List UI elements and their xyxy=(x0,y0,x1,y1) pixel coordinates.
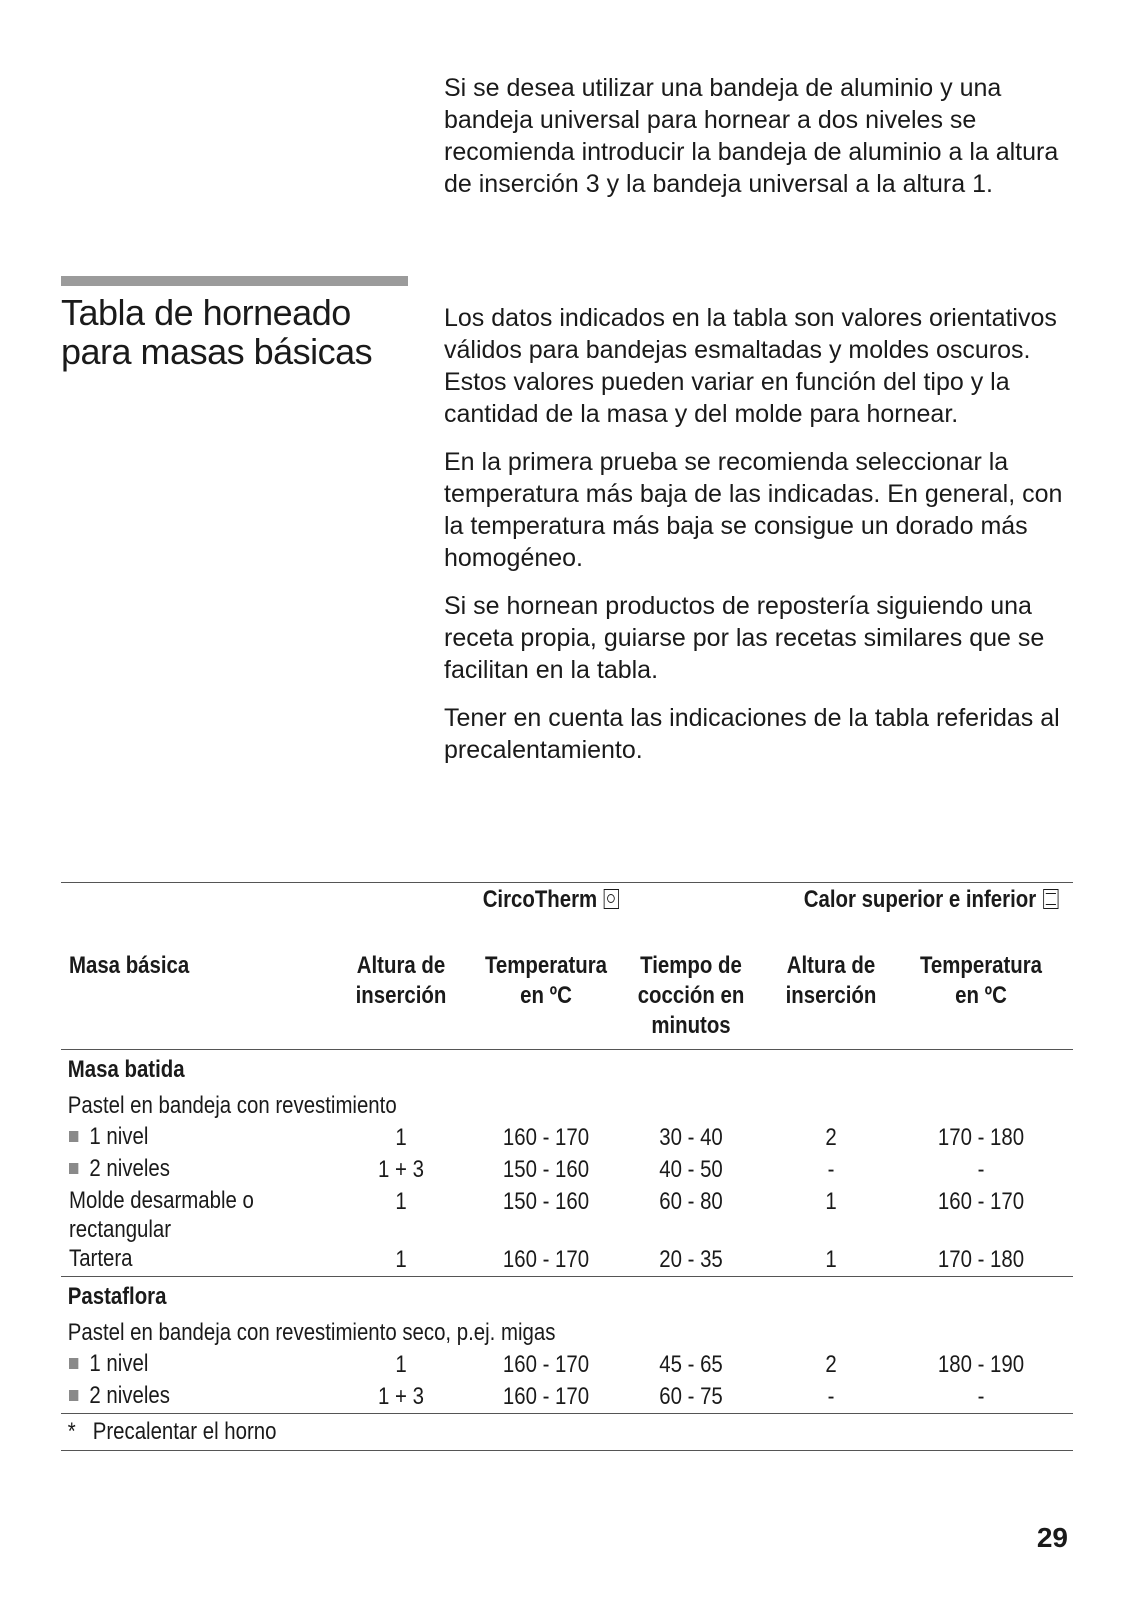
column-header-temperature: Temperatura en ºC xyxy=(484,952,608,1009)
bullet-icon xyxy=(69,1358,78,1369)
page-number: 29 xyxy=(1036,1522,1068,1553)
section-divider xyxy=(61,276,408,286)
section-subheading: Pastel en bandeja con revestimiento seco, p.ej. migas xyxy=(67,1319,556,1346)
row-label-cell xyxy=(69,1186,265,1244)
table-row xyxy=(61,1349,1073,1381)
cell-level-conventional: 2 xyxy=(825,1124,837,1151)
bullet-icon xyxy=(69,1390,78,1401)
row-label: 1 nivel xyxy=(89,1123,149,1150)
cell-level-conventional: 1 xyxy=(825,1188,837,1215)
body-paragraph: Si se hornean productos de repostería siguiendo una receta propia, guiarse por las recetas similares que se facilitan en la tabla. xyxy=(444,592,1045,684)
row-label: 2 niveles xyxy=(89,1155,170,1182)
table-row xyxy=(61,1244,1073,1276)
table-body xyxy=(61,1050,1073,1414)
body-paragraph: En la primera prueba se recomienda seleccionar la temperatura más baja de las indicadas. En general, con la temperatura más baja se consigue un dorado más homogéneo. xyxy=(444,448,1063,572)
cell-temperature-conventional: 160 - 170 xyxy=(937,1188,1025,1215)
cell-temperature: 160 - 170 xyxy=(502,1351,590,1378)
row-label: 1 nivel xyxy=(89,1350,149,1377)
table-section xyxy=(61,1277,1073,1413)
cell-temperature-conventional: - xyxy=(977,1156,985,1183)
row-label-cell xyxy=(69,1349,290,1378)
section-heading: Masa batida xyxy=(67,1056,185,1083)
cell-level: 1 + 3 xyxy=(378,1156,424,1183)
cell-level-conventional: 2 xyxy=(825,1351,837,1378)
bullet-icon xyxy=(69,1131,78,1142)
body-paragraph: Tener en cuenta las indicaciones de la tabla referidas al precalentamiento. xyxy=(444,704,1060,764)
cell-level-conventional: 1 xyxy=(825,1246,837,1273)
circotherm-label: CircoTherm xyxy=(482,886,598,913)
cell-level: 1 xyxy=(395,1246,407,1273)
baking-table xyxy=(61,882,1073,1451)
cell-time: 60 - 75 xyxy=(659,1383,723,1410)
cell-level: 1 xyxy=(395,1188,407,1215)
cell-level-conventional: - xyxy=(827,1383,835,1410)
cell-time: 40 - 50 xyxy=(659,1156,723,1183)
table-bottom-rule xyxy=(61,1450,1073,1451)
table-row xyxy=(61,1122,1073,1154)
row-label-cell xyxy=(69,1381,290,1410)
cell-level: 1 xyxy=(395,1351,407,1378)
cell-temperature-conventional: 170 - 180 xyxy=(937,1124,1025,1151)
cell-level: 1 + 3 xyxy=(378,1383,424,1410)
cell-level: 1 xyxy=(395,1124,407,1151)
section-body xyxy=(444,302,1084,782)
row-label: 2 niveles xyxy=(89,1382,170,1409)
table-row xyxy=(61,1186,1073,1244)
cell-temperature-conventional: 180 - 190 xyxy=(937,1351,1025,1378)
section-heading: Pastaflora xyxy=(67,1283,167,1310)
column-header-temperature-conventional: Temperatura en ºC xyxy=(919,952,1043,1009)
cell-level-conventional: - xyxy=(827,1156,835,1183)
table-group-header xyxy=(61,883,1073,951)
circotherm-group-header xyxy=(390,885,713,915)
cell-time: 30 - 40 xyxy=(659,1124,723,1151)
cell-temperature: 150 - 160 xyxy=(502,1188,590,1215)
cell-temperature: 150 - 160 xyxy=(502,1156,590,1183)
row-label-cell xyxy=(69,1154,290,1183)
column-header-level-conventional: Altura de inserción xyxy=(785,952,877,1009)
table-section xyxy=(61,1050,1073,1276)
column-header-dough: Masa básica xyxy=(69,952,190,979)
table-column-header xyxy=(61,951,1073,1049)
row-label-cell xyxy=(69,1244,290,1273)
table-row xyxy=(61,1381,1073,1413)
conventional-label: Calor superior e inferior xyxy=(803,886,1037,913)
table-row xyxy=(61,1154,1073,1186)
row-label: Tartera xyxy=(69,1245,133,1272)
cell-temperature: 160 - 170 xyxy=(502,1124,590,1151)
cell-temperature: 160 - 170 xyxy=(502,1246,590,1273)
intro-paragraph: Si se desea utilizar una bandeja de aluminio y una bandeja universal para hornear a dos niveles se recomienda introducir la bandeja de aluminio a la altura de inserción 3 y la bandeja universal a la altura 1. xyxy=(444,74,1059,198)
bullet-icon xyxy=(69,1163,78,1174)
cell-temperature: 160 - 170 xyxy=(502,1383,590,1410)
table-footnote: * Precalentar el horno xyxy=(67,1418,277,1445)
section-subheading: Pastel en bandeja con revestimiento xyxy=(67,1092,397,1119)
cell-time: 20 - 35 xyxy=(659,1246,723,1273)
column-header-level: Altura de inserción xyxy=(355,952,447,1009)
section-title: Tabla de horneado para masas básicas xyxy=(61,292,373,372)
fan-icon xyxy=(604,889,619,909)
cell-temperature-conventional: - xyxy=(977,1383,985,1410)
cell-temperature-conventional: 170 - 180 xyxy=(937,1246,1025,1273)
cell-time: 45 - 65 xyxy=(659,1351,723,1378)
row-label: Molde desarmable o rectangular xyxy=(69,1187,254,1243)
top-bottom-heat-icon xyxy=(1043,889,1058,909)
cell-time: 60 - 80 xyxy=(659,1188,723,1215)
conventional-group-header xyxy=(804,885,1059,915)
row-label-cell xyxy=(69,1122,290,1151)
column-header-time: Tiempo de cocción en minutos xyxy=(637,952,745,1039)
body-paragraph: Los datos indicados en la tabla son valores orientativos válidos para bandejas esmaltadas y moldes oscuros. Estos valores pueden variar en función del tipo y la cantidad de la masa y del molde para hornear. xyxy=(444,304,1057,428)
